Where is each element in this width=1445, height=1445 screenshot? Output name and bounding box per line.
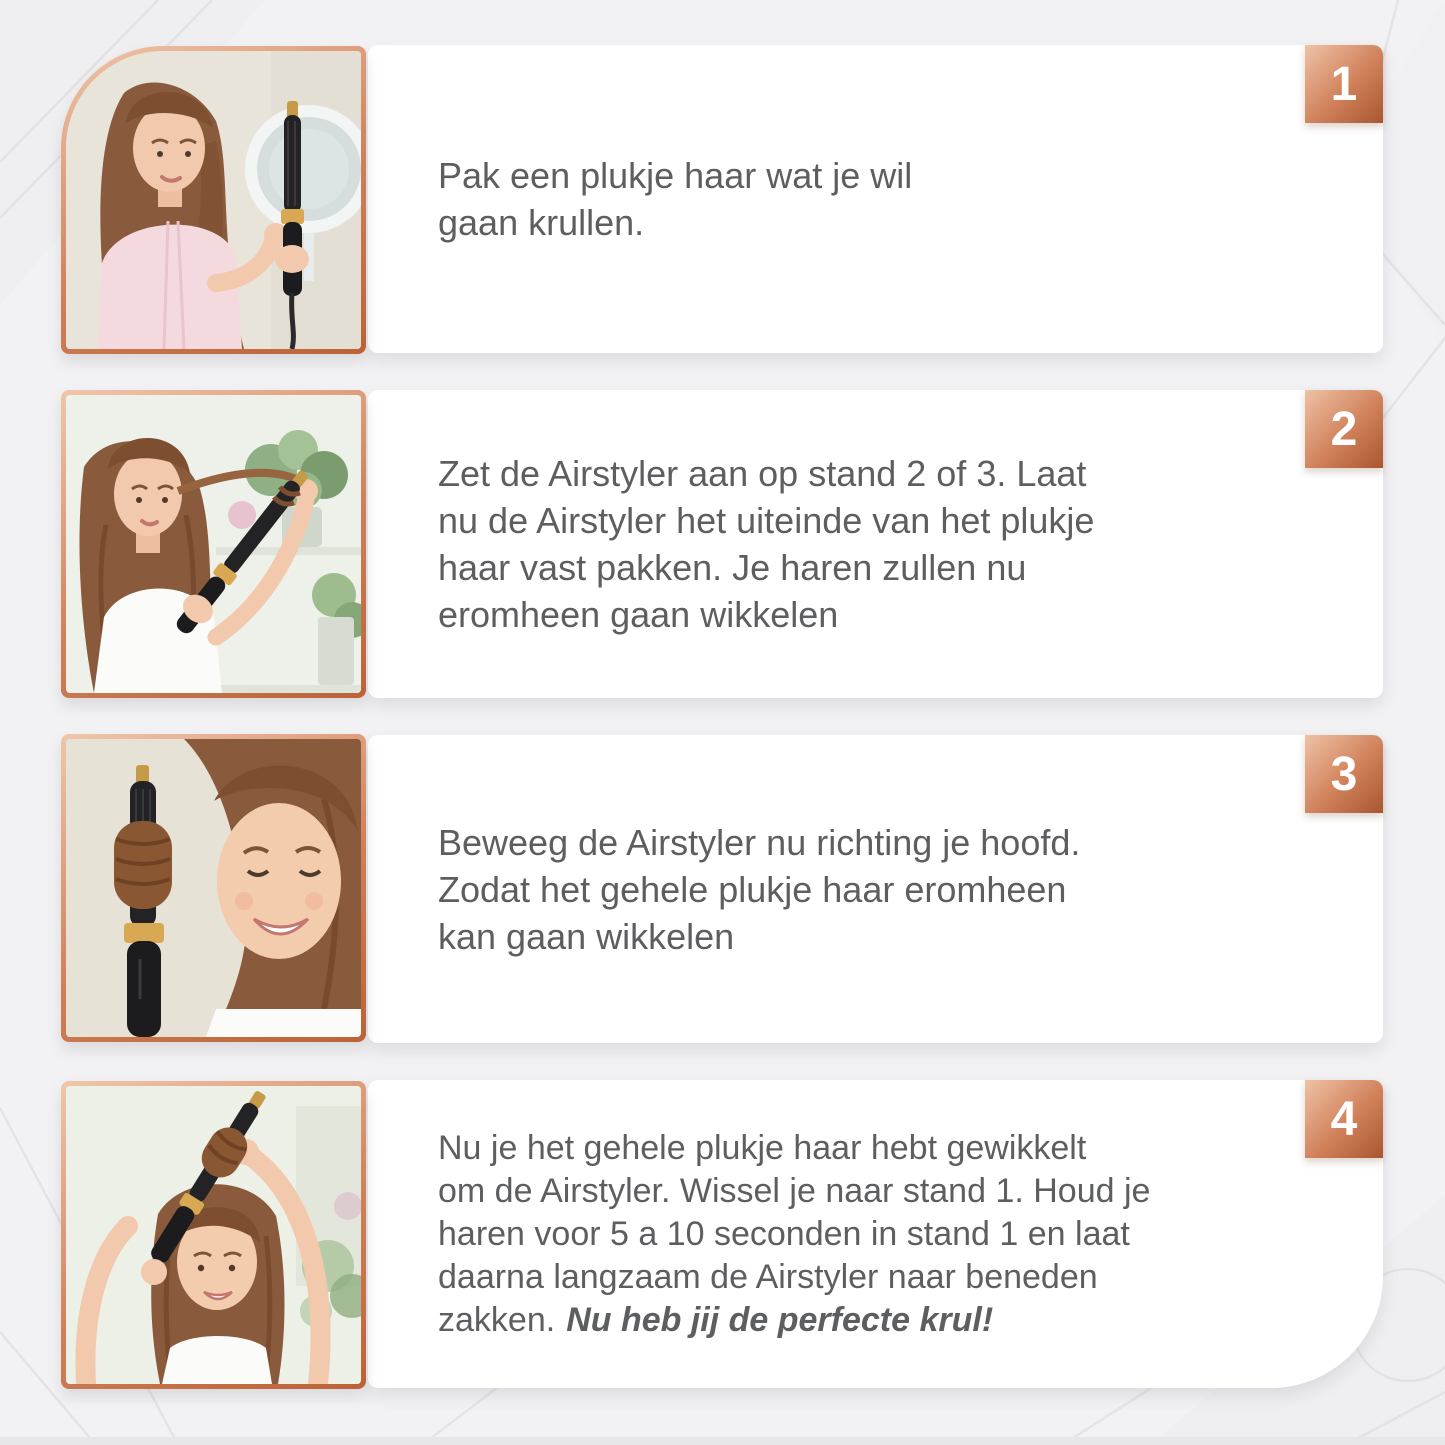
text-line: Pak een plukje haar wat je wil <box>438 155 913 196</box>
photo-2 <box>66 395 361 693</box>
photo-1-illustration <box>66 51 361 349</box>
step-4-number-badge <box>1305 1080 1383 1158</box>
text-line: haren voor 5 a 10 seconden in stand 1 en laat <box>438 1214 1130 1253</box>
step-number: 2 <box>1330 402 1358 456</box>
text-line: kan gaan wikkelen <box>438 915 735 957</box>
step-2-text <box>438 390 1283 698</box>
photo-3-illustration <box>66 739 361 1037</box>
step-4-photo <box>61 1081 366 1389</box>
step-1-text <box>438 45 1283 353</box>
step-1-card <box>368 45 1383 353</box>
text-line: Nu je het gehele plukje haar hebt gewikkelt <box>438 1128 1087 1167</box>
step-2-number-badge <box>1305 390 1383 468</box>
step-2-card <box>368 390 1383 698</box>
step-3-photo <box>61 734 366 1042</box>
text-segment: zakken. <box>438 1300 556 1339</box>
text-line: Beweeg de Airstyler nu richting je hoofd. <box>438 821 1081 863</box>
photo-3 <box>66 739 361 1037</box>
photo-2-illustration <box>66 395 361 693</box>
step-4-card <box>368 1080 1383 1388</box>
text-line <box>438 1299 1283 1342</box>
photo-4 <box>66 1086 361 1384</box>
step-3-card <box>368 735 1383 1043</box>
step-1-number-badge <box>1305 45 1383 123</box>
step-number: 3 <box>1330 747 1358 801</box>
step-number: 1 <box>1330 57 1358 111</box>
photo-4-illustration <box>66 1086 361 1384</box>
text-line: Zodat het gehele plukje haar eromheen <box>438 868 1067 910</box>
step-4-text <box>438 1080 1283 1388</box>
text-line: om de Airstyler. Wissel je naar stand 1. Houd je <box>438 1171 1151 1210</box>
step-number: 4 <box>1330 1092 1358 1146</box>
step-3-number-badge <box>1305 735 1383 813</box>
step-1-photo <box>61 46 366 354</box>
emphasis-text: Nu heb jij de perfecte krul! <box>566 1300 994 1339</box>
text-line: haar vast pakken. Je haren zullen nu <box>438 547 1027 588</box>
text-line: daarna langzaam de Airstyler naar beneden <box>438 1257 1098 1296</box>
text-line: Zet de Airstyler aan op stand 2 of 3. Laat <box>438 453 1087 494</box>
text-line: nu de Airstyler het uiteinde van het plukje <box>438 500 1095 541</box>
hand <box>141 1259 167 1285</box>
photo-1 <box>66 51 361 349</box>
step-2-photo <box>61 390 366 698</box>
step-3-text <box>438 735 1283 1043</box>
text-line: gaan krullen. <box>438 202 645 243</box>
text-line: eromheen gaan wikkelen <box>438 594 839 635</box>
